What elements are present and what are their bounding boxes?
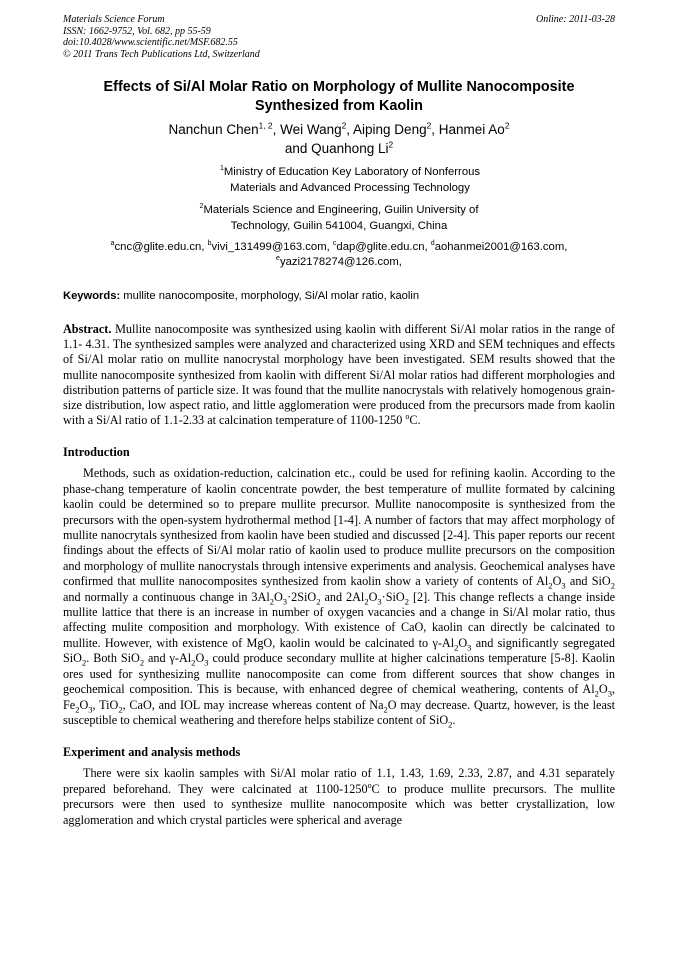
email-link[interactable]: cnc@glite.edu.cn, bbox=[114, 241, 208, 253]
abstract-text: Mullite nanocomposite was synthesized using kaolin with different Si/Al molar ratios in the range of 1.1- 4.31. The synthesized samples were analyzed and characterized using XRD and SEM techniques and effects of Si/Al molar ratio on mullite nanocrystal morphology have been investigated. SEM results showed that the mullite nanocomposite synthesized from kaolin with different Si/Al molar ratios had different morphologies and distribution patterns of particle size. It was found that the mullite nanocrystals with relatively homogenous grain-size distribution, low aspect ratio, and little agglomeration were produced from the precursors made from kaolin with a Si/Al ratio of 1.1-2.33 at calcination temperature of 1100-1250 bbox=[63, 322, 615, 428]
author-affiliation-mark: 2 bbox=[504, 120, 510, 131]
subscript: 2 bbox=[383, 703, 388, 714]
text: There were six kaolin samples with Si/Al molar ratio of 1.1, 1.43, 1.69, 2.33, 2.87, and 4.31 separately prepared beforehand. They were calcinated at 1100-1250 bbox=[63, 766, 615, 796]
email-link[interactable]: yazi2178274@126.com, bbox=[279, 256, 402, 268]
author-name: Hanmei Ao bbox=[438, 122, 505, 137]
affiliation-2 bbox=[63, 202, 615, 234]
author-affiliation-mark: 2 bbox=[426, 120, 432, 131]
author-affiliation-mark: 2 bbox=[341, 120, 347, 131]
author-name: Wei Wang bbox=[280, 122, 342, 137]
text: O may decrease. Quartz, however, is the least susceptible to chemical weathering and therefore helps stabilize content of SiO bbox=[63, 697, 616, 727]
text: and normally a continuous change in 3Al bbox=[63, 589, 270, 604]
text: and significantly segregated SiO bbox=[63, 635, 615, 666]
author-separator: , bbox=[431, 122, 439, 137]
subscript: 2 bbox=[364, 596, 369, 607]
affiliation-text: Materials Science and Engineering, Guilin University of bbox=[203, 204, 479, 216]
affiliation-text: Materials and Advanced Processing Technology bbox=[230, 182, 470, 194]
subscript: 2 bbox=[269, 596, 274, 607]
text: ·SiO bbox=[381, 589, 405, 604]
subscript: 2 bbox=[454, 642, 459, 653]
subscript: 3 bbox=[467, 642, 472, 653]
author-affiliation-mark: 1, 2 bbox=[258, 120, 273, 131]
degree-mark: o bbox=[405, 412, 410, 422]
abstract-text-end: C. bbox=[409, 413, 421, 428]
text: O bbox=[195, 651, 205, 666]
subscript: 2 bbox=[75, 703, 80, 714]
subscript: 3 bbox=[607, 688, 612, 699]
keywords-text: mullite nanocomposite, morphology, Si/Al molar ratio, kaolin bbox=[120, 290, 420, 302]
author-emails bbox=[63, 240, 615, 270]
subscript: 3 bbox=[204, 657, 209, 668]
email-link[interactable]: vivi_131499@163.com, bbox=[211, 241, 333, 253]
email-mark: e bbox=[276, 255, 280, 263]
author-list bbox=[63, 120, 615, 158]
subscript: 2 bbox=[191, 657, 196, 668]
degree-mark: o bbox=[367, 780, 372, 790]
journal-copyright: © 2011 Trans Tech Publications Ltd, Switzerland bbox=[63, 48, 260, 60]
text: ·2SiO bbox=[287, 589, 317, 604]
abstract bbox=[63, 322, 615, 428]
text: and SiO bbox=[565, 574, 611, 589]
affiliation-mark: 1 bbox=[219, 165, 224, 173]
email-mark: b bbox=[207, 240, 212, 248]
subscript: 2 bbox=[610, 580, 615, 591]
affiliation-mark: 2 bbox=[199, 203, 204, 211]
keywords bbox=[63, 289, 615, 304]
text: Methods, such as oxidation-reduction, calcination etc., could be used for refining kaolin. According to the phase-chang temperature of kaolin concentrate powder, the best temperature of mullite formated by calcining kaolin could be determined so to prepare mullite precursor. Mullite nanocomposite is synthesized from the precursors with the open-system hydrothermal method [1-4]. A number of factors that may affect morphology of mullite nanocrytals synthesized from kaolin have been studied and discussed [2-4]. This paper reports our recent findings about the effects of Si/Al molar ratio of kaolin used to produce mullite precursors on the composition and morphology of mullite nanocrystals through intensive experiments and analysis. Geochemical analyses have confirmed that mullite nanocomposites synthesized from kaolin show a variety of contents of Al bbox=[63, 466, 615, 589]
text: and 2Al bbox=[320, 589, 365, 604]
text: O bbox=[598, 682, 608, 697]
paper-page bbox=[63, 14, 615, 828]
subscript: 2 bbox=[448, 719, 453, 730]
text: could produce secondary mullite at higher calcinations temperature [5-8]. Kaolin ores used for synthesizing mullite nanocomposite can come from different sources that show changes in geochemical composition. This is because, with enhanced degree of chemical weathering, contents of Al bbox=[63, 651, 615, 697]
subscript: 2 bbox=[404, 596, 409, 607]
text: C to produce mullite precursors. The mullite precursors were then used to synthesize mullite nanocomposite which was better crystallization, low agglomeration and which crystal particles were spherical and average bbox=[63, 781, 616, 827]
text: , TiO bbox=[92, 697, 119, 712]
text: O bbox=[79, 697, 89, 712]
online-date: Online: 2011-03-28 bbox=[536, 14, 615, 25]
journal-header bbox=[63, 14, 615, 60]
journal-doi[interactable]: doi:10.4028/www.scientific.net/MSF.682.55 bbox=[63, 37, 238, 48]
subscript: 2 bbox=[316, 596, 321, 607]
journal-issn: ISSN: 1662-9752, Vol. 682, pp 55-59 bbox=[63, 25, 211, 37]
text: [2]. This change reflects a change inside mullite lattice that there is an increase in number of oxygen vacancies and a change in Si/Al molar ratio, thus affecting mulite composition and morphology. With existence of CaO, kaolin can directly be calcinated to mullite. However, with existence of MgO, kaolin would be calcinated to γ-Al bbox=[63, 589, 615, 650]
section-heading-introduction: Introduction bbox=[63, 445, 130, 460]
subscript: 3 bbox=[377, 596, 382, 607]
author-name: Aiping Deng bbox=[353, 122, 427, 137]
author-name: and Quanhong Li bbox=[284, 141, 389, 156]
text: O bbox=[273, 589, 283, 604]
text: . bbox=[452, 712, 456, 727]
keywords-label: Keywords: bbox=[63, 290, 121, 302]
author-separator: , bbox=[346, 122, 354, 137]
affiliation-1 bbox=[63, 164, 615, 196]
email-link[interactable]: dap@glite.edu.cn, bbox=[336, 241, 431, 253]
author-name: Nanchun Chen bbox=[168, 122, 259, 137]
subscript: 2 bbox=[118, 703, 123, 714]
author-affiliation-mark: 2 bbox=[388, 139, 394, 150]
text: , CaO, and IOL may increase whereas content of Na bbox=[122, 697, 384, 712]
subscript: 2 bbox=[548, 580, 553, 591]
section-heading-experiment: Experiment and analysis methods bbox=[63, 745, 241, 760]
journal-name: Materials Science Forum bbox=[63, 14, 165, 25]
subscript: 2 bbox=[594, 688, 599, 699]
text: O bbox=[368, 589, 378, 604]
abstract-label: Abstract. bbox=[63, 322, 112, 336]
text: , Fe bbox=[63, 682, 615, 712]
experiment-paragraph bbox=[63, 766, 615, 828]
affiliation-text: Ministry of Education Key Laboratory of Nonferrous bbox=[223, 166, 481, 178]
subscript: 2 bbox=[81, 657, 87, 668]
paper-title: Effects of Si/Al Molar Ratio on Morphology of Mullite Nanocomposite Synthesized from Kaolin bbox=[103, 79, 575, 114]
email-link[interactable]: aohanmei2001@163.com, bbox=[434, 241, 568, 253]
email-mark: d bbox=[430, 240, 435, 248]
subscript: 3 bbox=[282, 596, 288, 607]
text: O bbox=[552, 574, 562, 589]
email-mark: a bbox=[110, 240, 115, 248]
text: . Both SiO bbox=[86, 651, 140, 666]
text: O bbox=[458, 635, 468, 650]
subscript: 3 bbox=[561, 580, 566, 591]
text: and γ-Al bbox=[144, 651, 192, 666]
affiliation-text: Technology, Guilin 541004, Guangxi, China bbox=[230, 220, 448, 232]
author-separator: , bbox=[272, 122, 281, 137]
subscript: 3 bbox=[88, 703, 93, 714]
email-mark: c bbox=[332, 240, 337, 248]
introduction-paragraph bbox=[63, 466, 615, 728]
subscript: 2 bbox=[139, 657, 145, 668]
